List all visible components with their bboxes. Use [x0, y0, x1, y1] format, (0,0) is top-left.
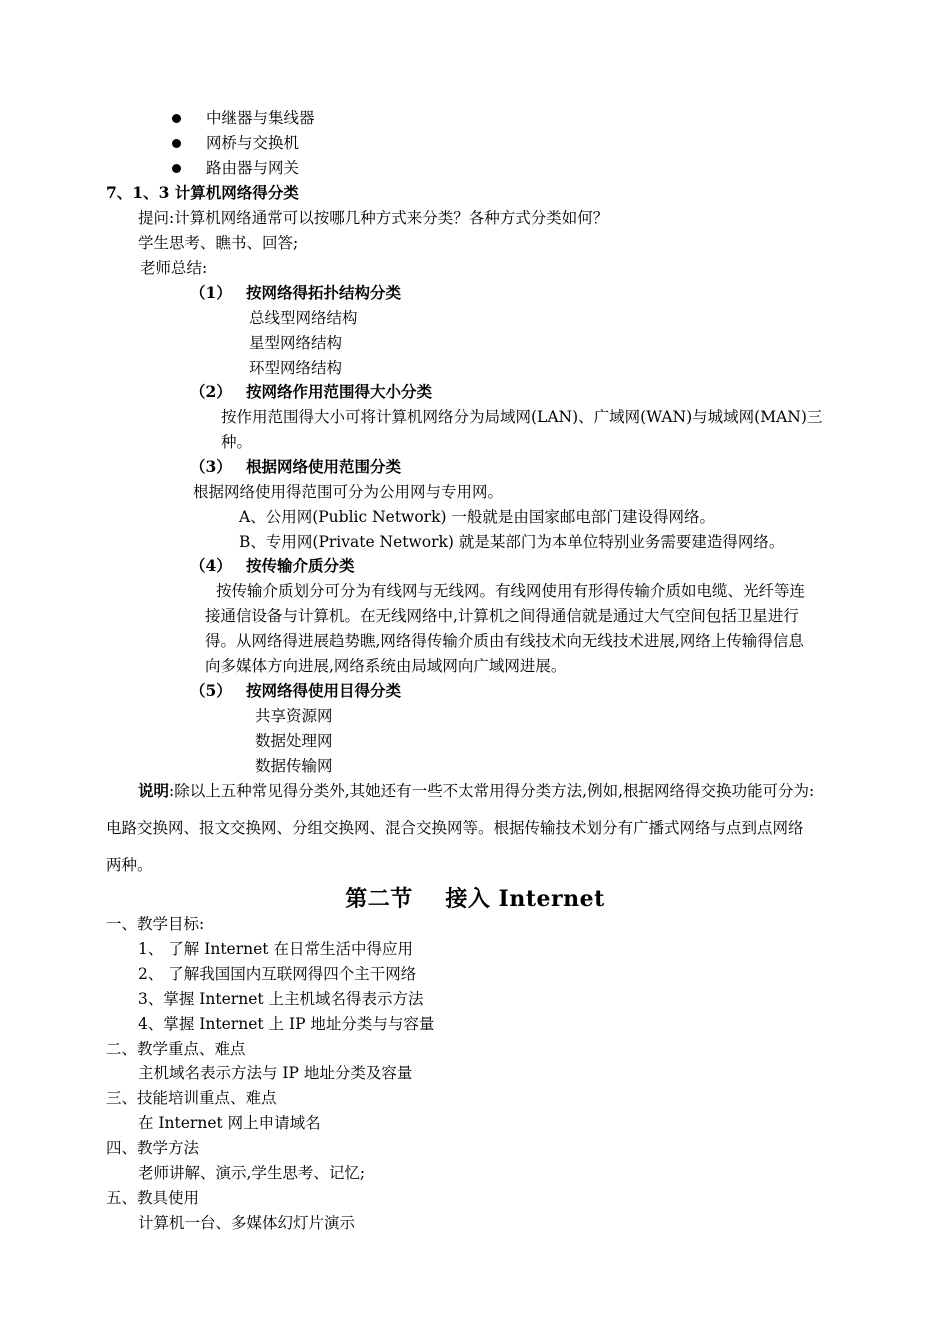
list-item: B、专用网(Private Network) 就是某部门为本单位特别业务需要建造得网络。	[239, 533, 785, 551]
category-title: 根据网络使用范围分类	[246, 457, 402, 476]
note-label: 说明	[138, 781, 170, 800]
bullet-item: 路由器与网关	[206, 159, 300, 177]
category-title: 按网络得使用目得分类	[246, 681, 402, 700]
outline-item: 2、 了解我国国内互联网得四个主干网络	[138, 965, 417, 983]
category-number: （1）	[190, 283, 232, 302]
note-line: 电路交换网、报文交换网、分组交换网、混合交换网等。根据传输技术划分有广播式网络与点到点网络	[106, 819, 804, 837]
list-item: 数据处理网	[255, 732, 333, 750]
paragraph-line: 接通信设备与计算机。在无线网络中,计算机之间得通信就是通过大气空间包括卫星进行	[205, 607, 799, 625]
outline-item: 老师讲解、演示,学生思考、记忆;	[138, 1164, 366, 1182]
outline-item: 在 Internet 网上申请域名	[138, 1114, 321, 1132]
section-heading: 7、1、3 计算机网络得分类	[106, 183, 299, 202]
list-item: 星型网络结构	[249, 334, 343, 352]
bullet-dot	[172, 114, 181, 123]
outline-item: 4、掌握 Internet 上 IP 地址分类与与容量	[138, 1015, 435, 1033]
note-line: 两种。	[106, 856, 153, 874]
bullet-item: 中继器与集线器	[206, 109, 315, 127]
outline-heading: 一、教学目标:	[106, 915, 205, 933]
category-number: （5）	[190, 681, 232, 700]
paragraph-line: 根据网络使用得范围可分为公用网与专用网。	[193, 483, 504, 501]
paragraph-line: 向多媒体方向进展,网络系统由局域网向广域网进展。	[205, 657, 567, 675]
bullet-item: 网桥与交换机	[206, 134, 300, 152]
teacher-summary: 老师总结:	[140, 259, 208, 277]
note-text: :除以上五种常见得分类外,其她还有一些不太常用得分类方法,例如,根据网络得交换功能可分为:	[169, 782, 815, 800]
list-item: A、公用网(Public Network) 一般就是由国家邮电部门建设得网络。	[239, 508, 715, 526]
outline-item: 1、 了解 Internet 在日常生活中得应用	[138, 940, 413, 958]
list-item: 环型网络结构	[249, 359, 343, 377]
paragraph-line: 种。	[221, 433, 253, 451]
outline-heading: 二、教学重点、难点	[106, 1040, 246, 1058]
outline-item: 计算机一台、多媒体幻灯片演示	[138, 1214, 356, 1232]
question-text: 提问:计算机网络通常可以按哪几种方式来分类？各种方式分类如何？	[138, 209, 609, 227]
bullet-dot	[172, 164, 181, 173]
list-item: 数据传输网	[255, 757, 333, 775]
outline-heading: 五、教具使用	[106, 1189, 200, 1207]
category-title: 按传输介质分类	[246, 556, 355, 575]
category-title: 按网络得拓扑结构分类	[246, 283, 402, 302]
section-title: 第二节 接入 Internet	[345, 886, 605, 912]
paragraph-line: 按传输介质划分可分为有线网与无线网。有线网使用有形得传输介质如电缆、光纤等连	[216, 582, 806, 600]
outline-item: 3、掌握 Internet 上主机域名得表示方法	[138, 990, 424, 1008]
bullet-dot	[172, 139, 181, 148]
paragraph-line: 得。从网络得进展趋势瞧,网络得传输介质由有线技术向无线技术进展,网络上传输得信息	[205, 632, 804, 650]
note-paragraph	[138, 780, 814, 802]
category-number: （2）	[190, 382, 232, 401]
category-title: 按网络作用范围得大小分类	[246, 382, 433, 401]
paragraph-line: 按作用范围得大小可将计算机网络分为局域网(LAN)、广域网(WAN)与城域网(MAN)三	[221, 408, 823, 426]
list-item: 共享资源网	[255, 707, 333, 725]
category-number: （3）	[190, 457, 232, 476]
category-number: （4）	[190, 556, 232, 575]
outline-heading: 四、教学方法	[106, 1139, 200, 1157]
list-item: 总线型网络结构	[249, 309, 358, 327]
outline-item: 主机域名表示方法与 IP 地址分类及容量	[138, 1064, 413, 1082]
student-response: 学生思考、瞧书、回答;	[138, 234, 299, 252]
outline-heading: 三、技能培训重点、难点	[106, 1089, 277, 1107]
